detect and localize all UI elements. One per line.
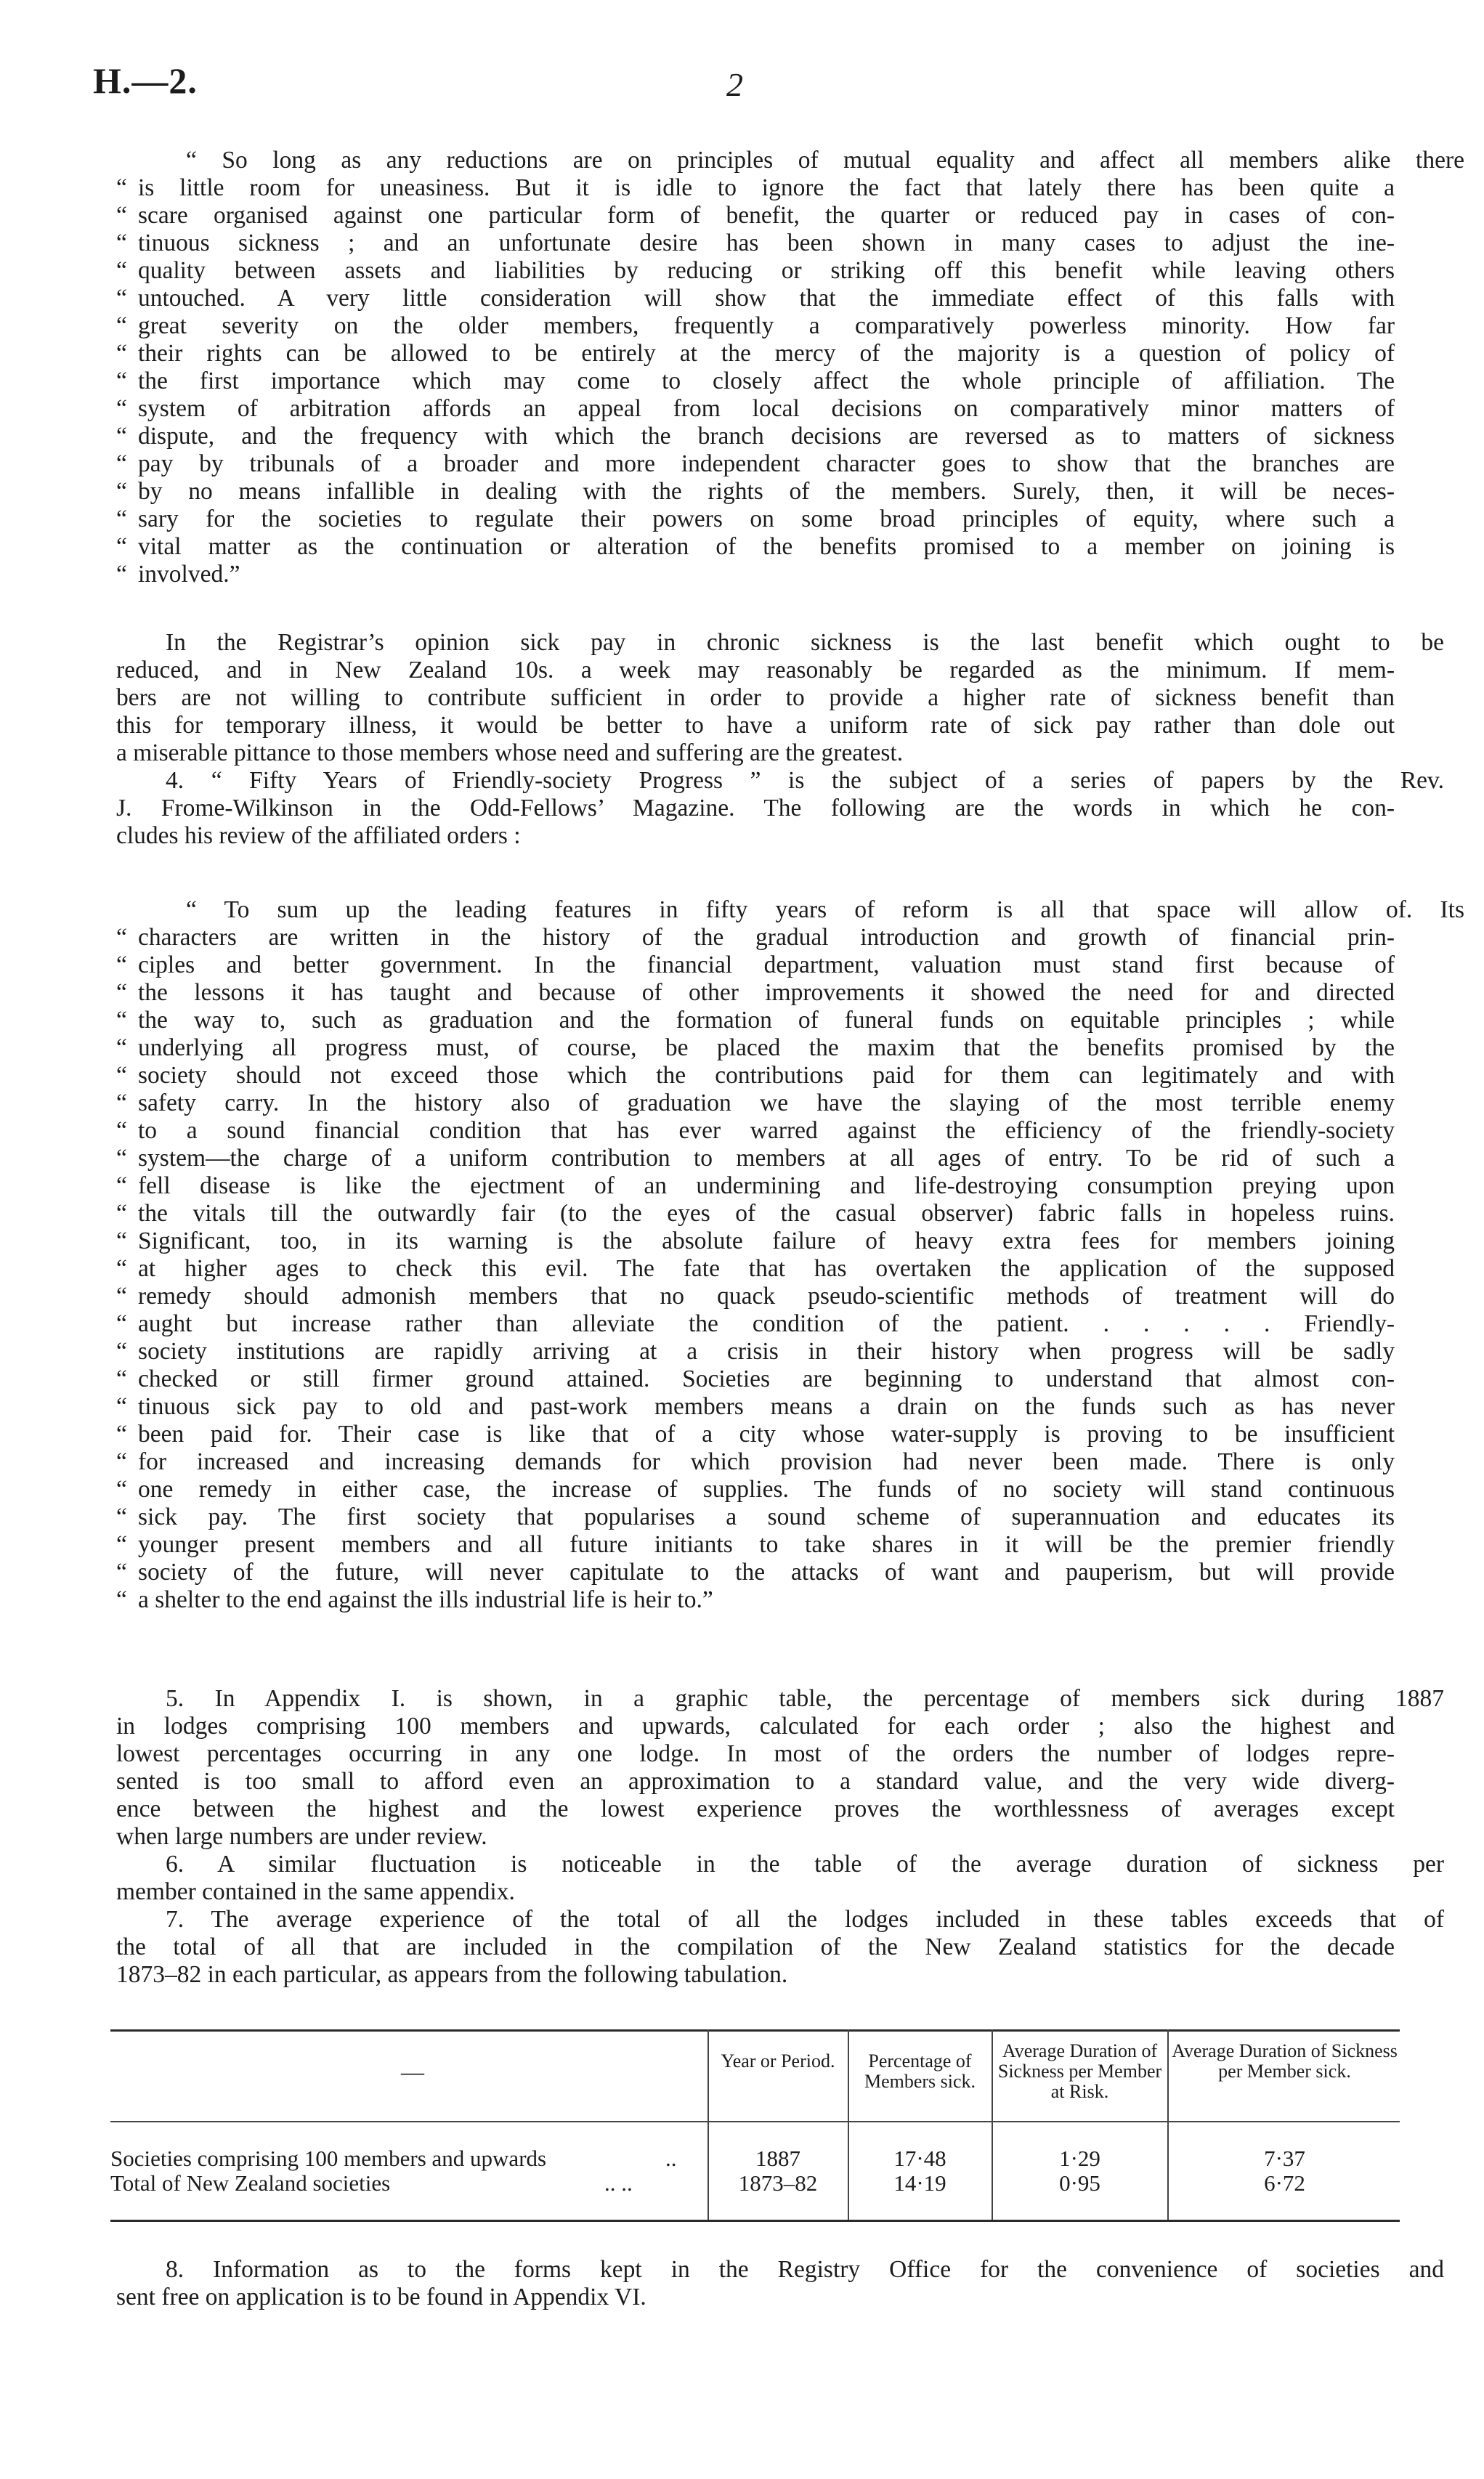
line-text: untouched. A very little consideration will show that the immediate effect of this falls with (138, 285, 1395, 312)
text-line (116, 1823, 1395, 1851)
line-text: sary for the societies to regulate their powers on some broad principles of equity, where such a (138, 506, 1395, 532)
text-line (116, 1685, 1444, 1713)
line-text: safety carry. In the history also of graduation we have the slaying of the most terrible enemy (138, 1090, 1395, 1116)
text-line (116, 1713, 1395, 1740)
quote-mark: “ (116, 1393, 127, 1420)
row-duration-sick: 7·37 (1264, 2146, 1305, 2171)
quote-mark: “ (116, 450, 127, 477)
text-line (116, 2256, 1444, 2284)
line-text: been paid for. Their case is like that of a city whose water-supply is proving to be insufficient (138, 1421, 1395, 1448)
line-text: ciples and better government. In the financial department, valuation must stand first because of (138, 952, 1395, 978)
row-percentage: 14·19 (893, 2170, 946, 2196)
quote-mark: “ (116, 1448, 127, 1475)
text-line (116, 1504, 1395, 1531)
text-line (116, 1796, 1395, 1823)
line-text: in lodges comprising 100 members and upwards, calculated for each order ; also the highest and (116, 1713, 1395, 1740)
quote-mark: “ (116, 1007, 127, 1034)
line-text: the total of all that are included in the compilation of the New Zealand statistics for the decade (116, 1934, 1395, 1960)
quote-mark: “ (116, 506, 127, 532)
quote-mark: “ (116, 1476, 127, 1503)
line-text: 5. In Appendix I. is shown, in a graphic table, the percentage of members sick during 1887 (166, 1685, 1444, 1712)
quote-mark: “ (116, 1531, 127, 1558)
text-line (116, 1255, 1395, 1283)
quote-mark: “ (116, 1117, 127, 1144)
quote-mark: “ (116, 1366, 127, 1392)
quote-mark: “ (116, 1255, 127, 1282)
quote-mark: “ (116, 395, 127, 422)
quotation-affiliation (116, 147, 1464, 588)
quote-mark: “ (116, 312, 127, 339)
text-line (116, 340, 1395, 368)
line-text: to a sound financial condition that has ever warred against the efficiency of the friendly-society (138, 1117, 1395, 1144)
line-text: by no means infallible in dealing with the rights of the members. Surely, then, it will be neces- (138, 478, 1395, 505)
line-text: reduced, and in New Zealand 10s. a week may reasonably be regarded as the minimum. If mem- (116, 657, 1395, 683)
text-line (116, 1740, 1395, 1768)
quote-mark: “ (116, 924, 127, 951)
text-line (116, 2284, 1395, 2311)
line-text: remedy should admonish members that no quack pseudo-scientific methods of treatment will do (138, 1283, 1395, 1310)
line-text: a miserable pittance to those members whose need and suffering are the greatest. (116, 739, 904, 766)
line-text: quality between assets and liabilities by reducing or striking off this benefit while leaving others (138, 257, 1395, 284)
quote-mark: “ (116, 257, 127, 284)
text-line (116, 1007, 1395, 1034)
quote-mark: “ (116, 1559, 127, 1586)
line-text: 7. The average experience of the total of all the lodges included in these tables exceeds that of (166, 1906, 1444, 1933)
text-line (116, 1448, 1395, 1476)
series-header: H.—2. (93, 60, 198, 101)
quote-mark: “ (116, 952, 127, 978)
quotation-fifty-years (116, 896, 1464, 1614)
quote-mark: “ (116, 1421, 127, 1448)
text-line (116, 506, 1395, 533)
quote-mark: “ (116, 1200, 127, 1227)
quote-mark: “ (116, 1172, 127, 1199)
line-text: one remedy in either case, the increase of supplies. The funds of no society will stand continuous (138, 1476, 1395, 1503)
text-line (116, 952, 1395, 979)
quote-mark: “ (116, 1310, 127, 1337)
line-text: 4. “ Fifty Years of Friendly-society Progress ” is the subject of a series of papers by the Rev. (166, 767, 1444, 794)
text-line (116, 1338, 1395, 1366)
quote-mark: “ (116, 1145, 127, 1172)
text-line (116, 1476, 1395, 1504)
quote-mark: “ (116, 979, 127, 1006)
text-line (116, 174, 1395, 202)
quote-mark: “ (116, 368, 127, 394)
line-text: at higher ages to check this evil. The fate that has overtaken the application of the supposed (138, 1255, 1395, 1282)
line-text: aught but increase rather than alleviate the condition of the patient. . . . . . Friendly- (138, 1310, 1395, 1337)
text-line (116, 561, 1395, 588)
line-text: the first importance which may come to closely affect the whole principle of affiliation. The (138, 368, 1395, 394)
text-line (116, 795, 1395, 822)
table-top-rule (110, 2029, 1400, 2032)
line-text: J. Frome-Wilkinson in the Odd-Fellows’ Magazine. The following are the words in which he con- (116, 795, 1395, 821)
quote-mark: “ (116, 1283, 127, 1310)
quote-mark: “ (116, 1034, 127, 1061)
line-text: is little room for uneasiness. But it is idle to ignore the fact that lately there has been quite a (138, 174, 1395, 201)
text-line (116, 1117, 1395, 1145)
quote-mark: “ (116, 340, 127, 367)
quote-mark: “ (116, 478, 127, 505)
table-header-rule (110, 2121, 1400, 2122)
line-text: this for temporary illness, it would be better to have a uniform rate of sick pay rather than dole out (116, 712, 1395, 739)
paragraph-4 (116, 767, 1444, 850)
text-line (116, 423, 1395, 450)
text-line (116, 285, 1395, 312)
quote-mark: “ (116, 423, 127, 450)
text-line (116, 1200, 1395, 1228)
line-text: tinuous sick pay to old and past-work members means a drain on the funds such as has never (138, 1393, 1395, 1420)
line-text: dispute, and the frequency with which the branch decisions are reversed as to matters of sickness (138, 423, 1395, 450)
line-text: society of the future, will never capitulate to the attacks of want and pauperism, but will provide (138, 1559, 1395, 1586)
paragraph-7 (116, 1906, 1444, 1989)
text-line (116, 1961, 1395, 1989)
line-text: system—the charge of a uniform contribution to members at all ages of entry. To be rid of such a (138, 1145, 1395, 1172)
text-line (116, 684, 1395, 712)
line-text: system of arbitration affords an appeal from local decisions on comparatively minor matters of (138, 395, 1395, 422)
text-line (116, 739, 1395, 767)
header-duration-risk: Average Duration of Sickness per Member at Risk. (997, 2040, 1162, 2102)
line-text: lowest percentages occurring in any one lodge. In most of the orders the number of lodges repre- (116, 1740, 1395, 1767)
row-leader: .. (665, 2146, 677, 2171)
header-percentage: Percentage of Members sick. (864, 2050, 976, 2092)
text-line (116, 1228, 1395, 1255)
quote-mark: “ (116, 1504, 127, 1530)
line-text: “ To sum up the leading features in fifty years of reform is all that space will allow of. Its (186, 896, 1464, 923)
paragraph-8 (116, 2256, 1444, 2311)
text-line (116, 1310, 1395, 1338)
quote-mark: “ (116, 1228, 127, 1254)
text-line (116, 712, 1395, 739)
line-text: tinuous sickness ; and an unfortunate desire has been shown in many cases to adjust the ine- (138, 230, 1395, 256)
line-text: underlying all progress must, of course, be placed the maxim that the benefits promised by the (138, 1034, 1395, 1061)
row-duration-sick: 6·72 (1264, 2170, 1305, 2196)
text-line (116, 979, 1395, 1007)
line-text: society institutions are rapidly arriving at a crisis in their history when progress will be sadly (138, 1338, 1395, 1365)
line-text: great severity on the older members, frequently a comparatively powerless minority. How far (138, 312, 1395, 339)
quote-mark: “ (116, 1586, 127, 1613)
table-row-label: Societies comprising 100 members and upwards (110, 2146, 547, 2171)
line-text: younger present members and all future initiants to take shares in it will be the premier friendly (138, 1531, 1395, 1558)
line-text: 1873–82 in each particular, as appears from the following tabulation. (116, 1961, 788, 1988)
line-text: scare organised against one particular form of benefit, the quarter or reduced pay in cases of con- (138, 202, 1395, 229)
line-text: the vitals till the outwardly fair (to the eyes of the casual observer) fabric falls in hopeless ruins. (138, 1200, 1395, 1227)
row-leader: .. .. (604, 2170, 633, 2196)
paragraph-5 (116, 1685, 1444, 1851)
quote-mark: “ (116, 230, 127, 256)
line-text: a shelter to the end against the ills industrial life is heir to.” (138, 1586, 713, 1613)
text-line (116, 1366, 1395, 1393)
text-line (116, 202, 1395, 230)
text-line (116, 629, 1444, 657)
text-line (116, 450, 1395, 478)
text-line (116, 822, 1395, 850)
text-line (116, 257, 1395, 285)
text-line (116, 1034, 1395, 1062)
text-line (116, 395, 1395, 423)
line-text: society should not exceed those which the contributions paid for them can legitimately and with (138, 1062, 1395, 1089)
line-text: bers are not willing to contribute sufficient in order to provide a higher rate of sickness benefit than (116, 684, 1395, 711)
paragraph-6 (116, 1851, 1444, 1906)
text-line (116, 1559, 1395, 1586)
line-text: when large numbers are under review. (116, 1823, 487, 1850)
line-text: In the Registrar’s opinion sick pay in chronic sickness is the last benefit which ought to be (166, 629, 1444, 656)
text-line (116, 657, 1395, 684)
text-line (116, 1421, 1395, 1448)
line-text: “ So long as any reductions are on principles of mutual equality and affect all members alike there (186, 147, 1464, 174)
line-text: the way to, such as graduation and the formation of funeral funds on equitable principles ; while (138, 1007, 1395, 1034)
text-line (116, 896, 1464, 924)
quote-mark: “ (116, 1062, 127, 1089)
text-line (116, 147, 1464, 174)
row-year: 1873–82 (738, 2170, 818, 2196)
line-text: for increased and increasing demands for which provision had never been made. There is only (138, 1448, 1395, 1475)
text-line (116, 1283, 1395, 1310)
header-year: Year or Period. (721, 2050, 835, 2072)
text-line (116, 1851, 1444, 1878)
row-duration-risk: 1·29 (1059, 2146, 1100, 2171)
stub-header: — (401, 2058, 424, 2085)
paragraph-registrar-opinion (116, 629, 1444, 767)
row-year: 1887 (755, 2146, 800, 2171)
text-line (116, 1586, 1395, 1614)
text-line (116, 312, 1395, 340)
line-text: 8. Information as to the forms kept in the Registry Office for the convenience of societies and (166, 2256, 1444, 2283)
quote-mark: “ (116, 285, 127, 312)
text-line (116, 1090, 1395, 1117)
quote-mark: “ (116, 174, 127, 201)
line-text: vital matter as the continuation or alteration of the benefits promised to a member on joining is (138, 533, 1395, 560)
line-text: the lessons it has taught and because of other improvements it showed the need for and directed (138, 979, 1395, 1006)
text-line (116, 1906, 1444, 1934)
line-text: ence between the highest and the lowest experience proves the worthlessness of averages except (116, 1796, 1395, 1822)
text-line (116, 1768, 1395, 1796)
line-text: fell disease is like the ejectment of an undermining and life-destroying consumption preying upon (138, 1172, 1395, 1199)
row-percentage: 17·48 (893, 2146, 946, 2171)
quote-mark: “ (116, 561, 127, 588)
line-text: sented is too small to afford even an approximation to a standard value, and the very wide diverg- (116, 1768, 1395, 1795)
line-text: cludes his review of the affiliated orders : (116, 822, 521, 849)
text-line (116, 1062, 1395, 1090)
page-number: 2 (726, 66, 743, 103)
line-text: their rights can be allowed to be entirely at the mercy of the majority is a question of policy of (138, 340, 1395, 367)
text-line (116, 1145, 1395, 1172)
text-line (116, 924, 1395, 952)
text-line (116, 230, 1395, 257)
text-line (116, 478, 1395, 506)
line-text: characters are written in the history of the gradual introduction and growth of financial prin- (138, 924, 1395, 951)
text-line (116, 1531, 1395, 1559)
line-text: involved.” (138, 561, 240, 588)
text-line (116, 1172, 1395, 1200)
quote-mark: “ (116, 533, 127, 560)
table-bottom-rule (110, 2220, 1400, 2222)
quote-mark: “ (116, 1090, 127, 1116)
quote-mark: “ (116, 1338, 127, 1365)
text-line (116, 368, 1395, 395)
line-text: pay by tribunals of a broader and more independent character goes to show that the branches are (138, 450, 1395, 477)
line-text: member contained in the same appendix. (116, 1878, 515, 1905)
text-line (116, 767, 1444, 795)
line-text: checked or still firmer ground attained. Societies are beginning to understand that almost con- (138, 1366, 1395, 1392)
text-line (116, 1393, 1395, 1421)
line-text: 6. A similar fluctuation is noticeable in the table of the average duration of sickness per (166, 1851, 1444, 1878)
text-line (116, 1878, 1395, 1906)
table-row-label: Total of New Zealand societies (110, 2170, 391, 2196)
row-duration-risk: 0·95 (1059, 2170, 1100, 2196)
line-text: sick pay. The first society that popularises a sound scheme of superannuation and educates its (138, 1504, 1395, 1530)
header-duration-sick: Average Duration of Sickness per Member sick. (1172, 2040, 1398, 2082)
line-text: Significant, too, in its warning is the absolute failure of heavy extra fees for members joining (138, 1228, 1395, 1254)
text-line (116, 533, 1395, 561)
line-text: sent free on application is to be found in Appendix VI. (116, 2284, 646, 2310)
text-line (116, 1934, 1395, 1961)
quote-mark: “ (116, 202, 127, 229)
